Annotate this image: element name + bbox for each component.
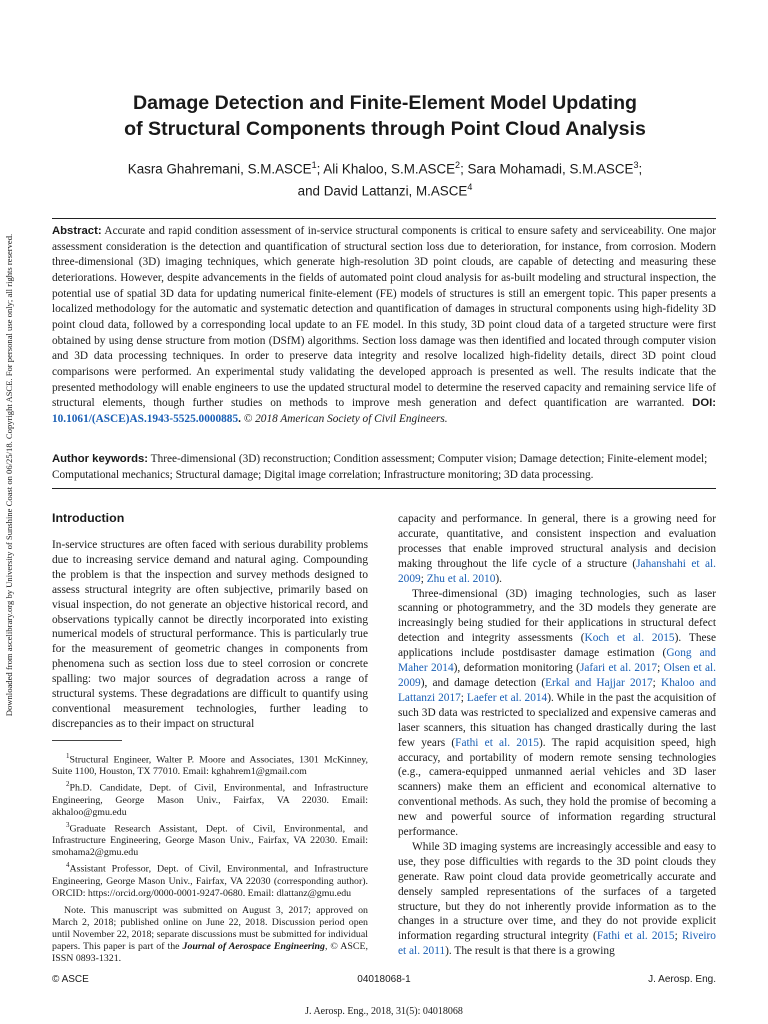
- footnote-text: Assistant Professor, Dept. of Civil, Environmental, and Infrastructure Engineering, George Mason Univ., Fairfax, VA 22030 (corresponding author). ORCID: https://orcid.org/0000-0001-9247-0680. Email: dlattanz@gmu.edu: [52, 863, 368, 899]
- download-notice: [2, 215, 16, 735]
- page-footer: [52, 974, 716, 988]
- left-column: [52, 510, 368, 965]
- footnote: [52, 819, 368, 860]
- footnote-text: Graduate Research Assistant, Dept. of Civil, Environmental, and Infrastructure Engineering, George Mason Univ., Fairfax, VA 22030. Email: smohama2@gmu.edu: [52, 823, 368, 859]
- citation-line: J. Aerosp. Eng., 2018, 31(5): 04018068: [305, 1006, 463, 1017]
- citation-link[interactable]: Gong and Maher 2014: [398, 647, 716, 675]
- citation-link[interactable]: Laefer et al. 2014: [466, 691, 548, 704]
- footnote: [52, 859, 368, 900]
- footnote-mark: 1: [66, 751, 70, 760]
- abstract: Abstract: Accurate and rapid condition assessment of in-service structural components is critical to ensure safety and serviceability. One major assessment consideration is the detection and quantification of structural section loss due to deterioration, for instance, from corrosion. Modern three-dimensional (3D) imaging techniques, which generate high-resolution 3D point clouds, are capable of detecting and measuring these deteriorations. However, despite advancements in the fields of automated point cloud analysis for as-built modeling and structural inspection, the potential use of spatial 3D data for updating numerical finite-element (FE) models of structures is still an emergent topic. This paper presents a localized methodology for the automatic and systematic detection and quantification of damages in structural components using high-fidelity 3D point cloud data, followed by a corresponding local update to an FE model. In this study, 3D point cloud data of a targeted structure were first obtained by using dense structure from motion (DSfM) algorithms. Section loss damage was then identified and located through computer vision and 3D data processing techniques. In order to preserve data integrity and resolve localized high-fidelity details, direct 3D point cloud comparisons were performed. An experimental study validating the developed approach is presented as well. The results indicate that the presented methodology will enable engineers to use the updated structural model to determine the reserved capacity and remaining service life of structural elements, though further studies on methods to improve mesh generation and defect quantification are warranted. DOI: 10.1061/(ASCE)AS.1943-5525.0000885. © 2018 American Society of Civil Engineers.: [52, 225, 717, 425]
- footnote-mark: 2: [66, 780, 70, 789]
- doi-label: DOI:: [692, 397, 717, 410]
- author-name: and David Lattanzi, M.ASCE: [297, 183, 468, 199]
- author-name: ; Ali Khaloo, S.M.ASCE: [316, 161, 456, 177]
- footnote: [52, 778, 368, 819]
- citation-link[interactable]: Koch et al. 2015: [584, 632, 675, 645]
- footnote: [52, 750, 368, 778]
- copyright-notice: © 2018 American Society of Civil Engineers.: [243, 412, 448, 425]
- citation-link[interactable]: Khaloo and Lattanzi 2017: [398, 676, 717, 704]
- title-line-2: of Structural Components through Point Cloud Analysis: [124, 118, 646, 140]
- journal-name: Journal of Aerospace Engineering: [182, 941, 325, 953]
- keywords-label: Author keywords:: [52, 453, 149, 465]
- keywords-text: Three-dimensional (3D) reconstruction; Condition assessment; Computer vision; Damage detection; Finite-element model; Computational mechanics; Structural damage; Digital image correlation; Infrastructure monitoring; 3D data processing.: [52, 453, 708, 481]
- footnotes: [52, 750, 368, 966]
- author-affil-mark: 4: [467, 182, 473, 193]
- author-affil-mark: 1: [311, 160, 317, 170]
- abstract-top-rule: [52, 218, 716, 219]
- citation-link[interactable]: Fathi et al. 2015: [596, 930, 675, 943]
- download-notice-text: Downloaded from ascelibrary.org by University of Sunshine Coast on 06/25/18. Copyright ASCE. For personal use only; all rights reserved.: [4, 233, 14, 717]
- author-name: ; Sara Mohamadi, S.M.ASCE: [460, 161, 634, 177]
- author-name: Kasra Ghahremani, S.M.ASCE: [127, 161, 312, 177]
- submission-note: [52, 905, 368, 965]
- submission-note-text: Note. This manuscript was submitted on August 3, 2017; approved on March 2, 2018; published online on June 22, 2018. Discussion period open until November 22, 2018; separate discussions must be submitted for individual papers. This paper is part of the: [52, 905, 368, 953]
- footnote-text: Structural Engineer, Walter P. Moore and Associates, 1301 McKinney, Suite 1100, Houston, TX 77010. Email: kghahrem1@gmail.com: [52, 754, 368, 778]
- footer-page-id: 04018068-1: [357, 974, 411, 985]
- submission-note-tail: , © ASCE, ISSN 0893-1321.: [52, 941, 369, 965]
- paper-title: [60, 90, 710, 142]
- body-paragraph: While 3D imaging systems are increasingly accessible and easy to use, they pose difficulties with regards to the 3D point clouds they generate. Raw point cloud data provide geometrically accurate and densely sampled representations of the surfaces of a targeted structure, but they do not inherently provide information as to the changes in a structure over time, and they do not provide explicit information regarding structural integrity (Fathi et al. 2015; Riveiro et al. 2011). The result is that there is a growing: [398, 840, 716, 958]
- footer-publisher: © ASCE: [52, 974, 89, 985]
- citation-link[interactable]: Jahanshahi et al. 2009: [398, 557, 716, 585]
- citation-link[interactable]: Zhu et al. 2010: [426, 572, 496, 585]
- right-column: [398, 512, 716, 959]
- citation-link[interactable]: Jafari et al. 2017: [579, 662, 658, 675]
- doi-link[interactable]: 10.1061/(ASCE)AS.1943-5525.0000885: [52, 412, 239, 425]
- body-paragraph: capacity and performance. In general, there is a growing need for accurate, quantitative, and consistent inspection and evaluation processes that enable improved structural analysis and decision making throughout the life cycle of a structure (Jahanshahi et al. 2009; Zhu et al. 2010).: [398, 513, 716, 585]
- citation-link[interactable]: Olsen et al. 2009: [398, 662, 716, 689]
- author-list: [60, 156, 710, 201]
- keywords-bottom-rule: [52, 488, 716, 489]
- footnote-mark: 4: [66, 861, 70, 870]
- author-affil-mark: 2: [455, 160, 461, 170]
- title-line-1: Damage Detection and Finite-Element Model Updating: [132, 92, 638, 114]
- footnote-rule: [52, 740, 122, 741]
- author-affil-mark: 3: [633, 160, 639, 170]
- abstract-text: Accurate and rapid condition assessment of in-service structural components is critical to ensure safety and serviceability. One major assessment consideration is the detection and quantification of structural section loss due to deterioration, for instance, from corrosion. Modern three-dimensional (3D) imaging techniques, which generate high-resolution 3D point clouds, are capable of detecting and measuring these deteriorations. However, despite advancements in the fields of automated point cloud analysis for as-built modeling and structural inspection, the potential use of spatial 3D data for updating numerical finite-element (FE) models of structures is still an emergent topic. This paper presents a localized methodology for the automatic and systematic detection and quantification of damages in structural components using high-fidelity 3D point cloud data, followed by a corresponding local update to an FE model. In this study, 3D point cloud data of a targeted structure were first obtained by using dense structure from motion (DSfM) algorithms. Section loss damage was then identified and located through computer vision and 3D data processing techniques. In order to preserve data integrity and resolve localized high-fidelity details, direct 3D point cloud comparisons were performed. An experimental study validating the developed approach is presented as well. The results indicate that the presented methodology will enable engineers to use the updated structural model to determine the reserved capacity and remaining service life of structural elements, though further studies on methods to improve mesh generation and defect quantification are warranted.: [52, 225, 716, 410]
- footer-journal: J. Aerosp. Eng.: [648, 974, 716, 985]
- citation-link[interactable]: Fathi et al. 2015: [455, 736, 539, 749]
- author-separator: ;: [638, 161, 643, 177]
- section-heading-introduction: Introduction: [52, 511, 125, 525]
- body-paragraph: Three-dimensional (3D) imaging technologies, such as laser scanning or photogrammetry, and the 3D models they generate are increasingly being studied for their applications in structural defect detection and integrity assessments (Koch et al. 2015). These applications include postdisaster damage estimation (Gong and Maher 2014), deformation monitoring (Jafari et al. 2017; Olsen et al. 2009), and damage detection (Erkal and Hajjar 2017; Khaloo and Lattanzi 2017; Laefer et al. 2014). While in the past the acquisition of such 3D data was restricted to specialized and expensive cameras and laser scanners, this situation has changed drastically during the last few years (Fathi et al. 2015). The rapid acquisition speed, high accuracy, and portability of modern remote sensing technologies (e.g., camera-equipped unmanned aerial vehicles and 3D laser scanners) make them an efficient and economical alternative to conventional methods. As such, they hold the promise of becoming a new and powerful source of information regarding structural performance.: [398, 587, 717, 839]
- keywords: [52, 452, 716, 483]
- citation-link[interactable]: Erkal and Hajjar 2017: [545, 676, 653, 689]
- footnote-mark: 3: [66, 820, 70, 829]
- citation-link[interactable]: Riveiro et al. 2011: [398, 930, 716, 958]
- intro-paragraph: In-service structures are often faced with serious durability problems due to increasing service demand and natural aging. Compounding the problem is that the inspection and survey methods designed to assess structural integrity are often subjective, primarily based on visual inspection, do not generate an objective historical record, and observations typically cannot be directly incorporated into existing numerical models of structural performance. This is particularly true for the measurement of geometric changes in components from phenomena such as section loss due to steel corrosion or concrete spalling: two major sources of degradation across a range of structural systems. These degradations are difficult to quantify using conventional measurement technologies, further leading to discrepancies as to their impact on structural: [52, 539, 368, 730]
- abstract-label: Abstract:: [52, 225, 102, 237]
- footnote-text: Ph.D. Candidate, Dept. of Civil, Environmental, and Infrastructure Engineering, George Mason Univ., Fairfax, VA 22030. Email: akhaloo@gmu.edu: [52, 782, 368, 818]
